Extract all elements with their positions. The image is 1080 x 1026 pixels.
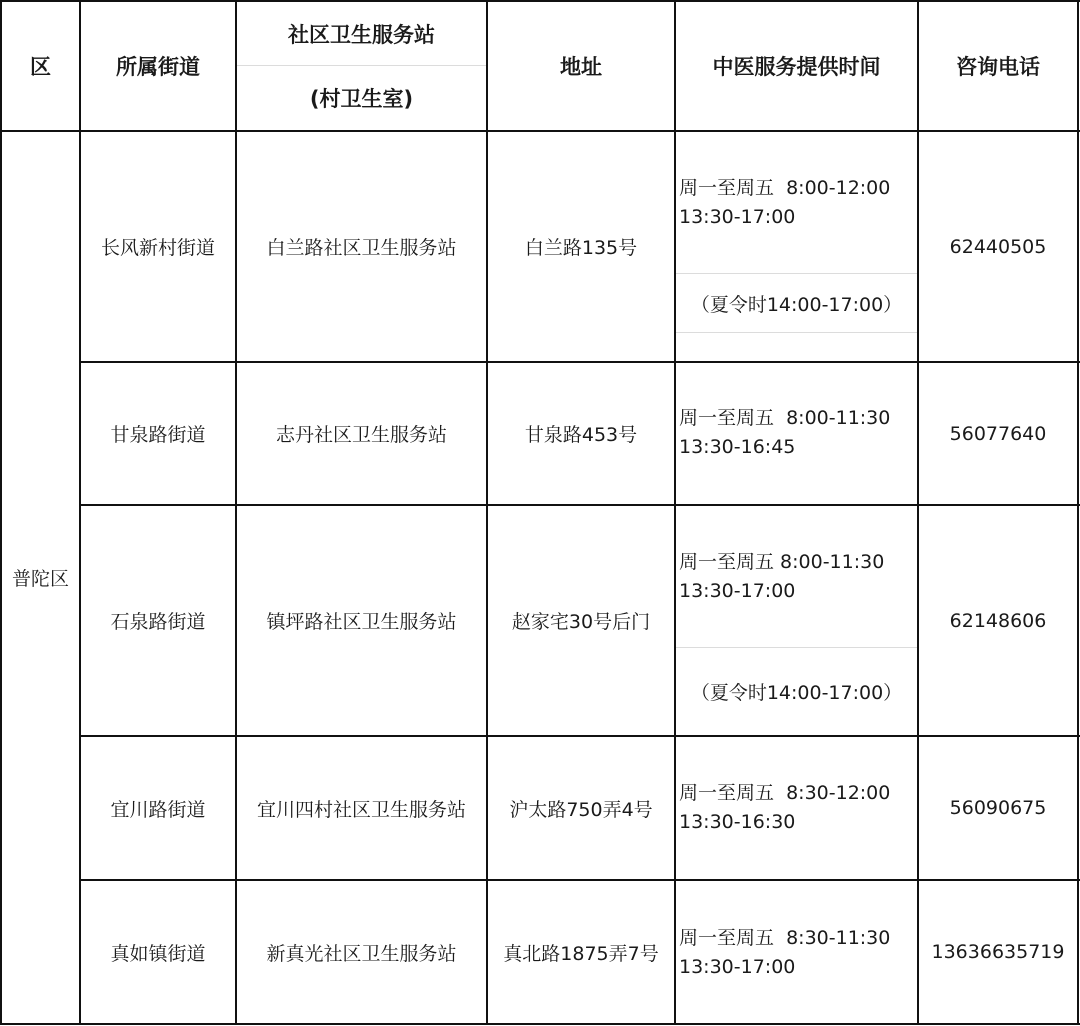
street-cell: 长风新村街道: [100, 237, 215, 259]
header-station-sub: (村卫生室): [309, 87, 414, 111]
header-address: 地址: [560, 55, 602, 79]
phone-cell: 62440505: [949, 235, 1047, 258]
address-cell: 沪太路750弄4号: [509, 798, 653, 821]
station-cell: 志丹社区卫生服务站: [275, 424, 447, 446]
address-cell: 白兰路135号: [524, 237, 638, 259]
street-cell: 甘泉路街道: [110, 424, 206, 446]
summer-hours-cell: （夏令时14:00-17:00）: [690, 682, 903, 704]
station-cell: 新真光社区卫生服务站: [266, 942, 457, 965]
hours-line: 13:30-17:00: [679, 206, 796, 228]
hours-line: 13:30-16:45: [679, 436, 796, 458]
rule: [1077, 0, 1079, 1025]
header-phone: 咨询电话: [956, 55, 1040, 79]
station-cell: 宜川四村社区卫生服务站: [256, 798, 466, 821]
phone-cell: 56077640: [949, 422, 1047, 445]
phone-cell: 56090675: [949, 797, 1047, 819]
district-cell: 普陀区: [11, 568, 69, 590]
phone-cell: 62148606: [949, 609, 1047, 632]
phone-cell: 13636635719: [931, 941, 1065, 963]
address-cell: 真北路1875弄7号: [503, 942, 659, 965]
hours-line: 周一至周五 8:00-11:30: [679, 407, 891, 429]
header-station: 社区卫生服务站: [288, 22, 435, 47]
station-cell: 镇坪路社区卫生服务站: [266, 611, 457, 633]
street-cell: 石泉路街道: [110, 611, 206, 633]
hours-line: 周一至周五 8:30-11:30: [679, 927, 891, 949]
header-hours: 中医服务提供时间: [712, 55, 881, 79]
address-cell: 甘泉路453号: [524, 424, 638, 446]
street-cell: 宜川路街道: [110, 798, 206, 821]
address-cell: 赵家宅30号后门: [511, 611, 651, 633]
header-district: 区: [30, 55, 51, 79]
street-cell: 真如镇街道: [110, 942, 206, 965]
header-street: 所属街道: [116, 55, 200, 79]
rule: [676, 332, 917, 333]
hours-line: 13:30-17:00: [679, 956, 796, 978]
hours-line: 13:30-16:30: [679, 811, 796, 833]
hours-line: 13:30-17:00: [679, 580, 796, 602]
station-cell: 白兰路社区卫生服务站: [266, 237, 457, 259]
hours-line: 周一至周五 8:00-11:30: [679, 551, 885, 573]
hours-line: 周一至周五 8:00-12:00: [679, 177, 891, 199]
hours-line: 周一至周五 8:30-12:00: [679, 782, 891, 804]
rule: [674, 0, 676, 1025]
summer-hours-cell: （夏令时14:00-17:00）: [690, 293, 903, 316]
